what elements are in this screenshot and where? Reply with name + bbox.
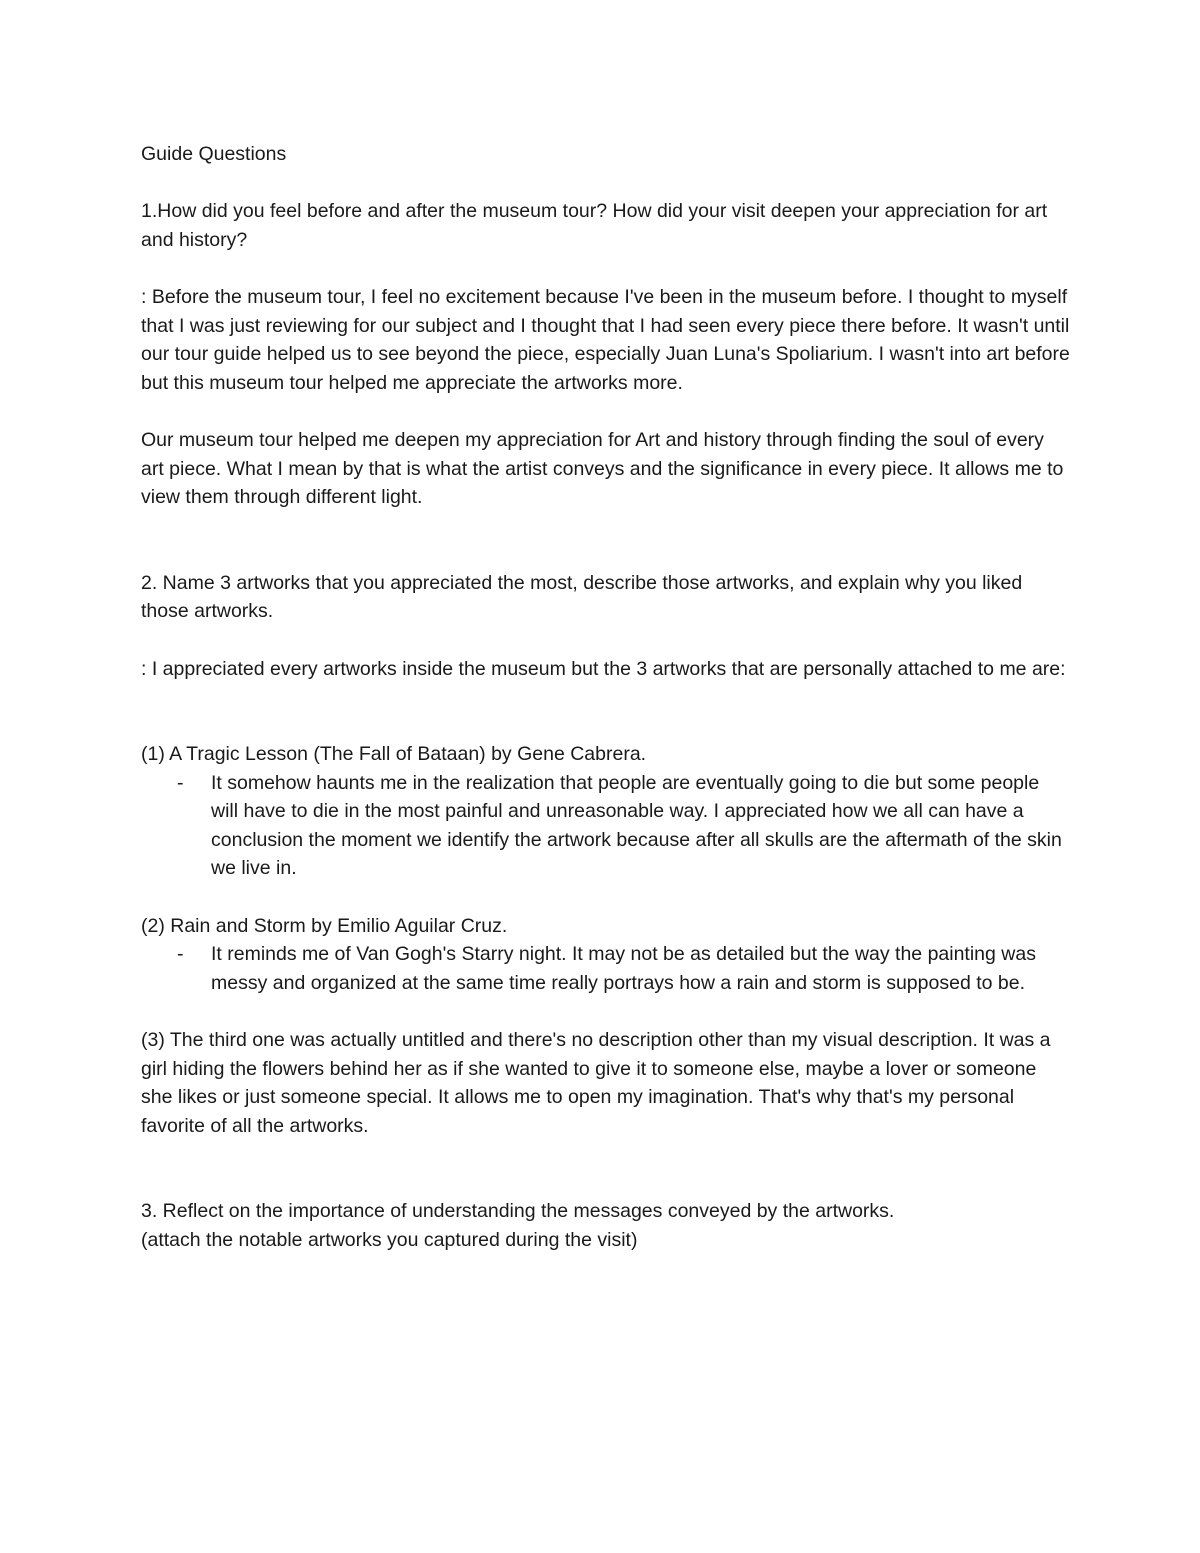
artwork-1-description: It somehow haunts me in the realization that people are eventually going to die but some people will have to die in the most painful and unreasonable way. I appreciated how we all can have a conclusion the moment we identify the artwork because after all skulls are the aftermath of the skin we live in. xyxy=(211,771,1062,880)
bullet-dash: - xyxy=(177,771,184,794)
question-3-note: (attach the notable artworks you captured during the visit) xyxy=(141,1229,638,1251)
artwork-1-bullet xyxy=(141,769,1071,883)
document-title: Guide Questions xyxy=(141,143,287,165)
artwork-2-heading: (2) Rain and Storm by Emilio Aguilar Cruz. xyxy=(141,914,508,937)
artwork-1-heading: (1) A Tragic Lesson (The Fall of Bataan) by Gene Cabrera. xyxy=(141,743,647,766)
artwork-2-bullet xyxy=(141,940,1071,997)
question-2: 2. Name 3 artworks that you appreciated the most, describe those artworks, and explain why you liked those artworks. xyxy=(141,571,1023,623)
answer-1-paragraph-2: Our museum tour helped me deepen my appreciation for Art and history through finding the soul of every art piece. What I mean by that is what the artist conveys and the significance in every piece. It allows me to view them through different light. xyxy=(141,428,1064,509)
artwork-3-paragraph: (3) The third one was actually untitled and there's no description other than my visual description. It was a girl hiding the flowers behind her as if she wanted to give it to someone else, maybe a lover or someone she likes or just someone special. It allows me to open my imagination. That's why that's my personal favorite of all the artworks. xyxy=(141,1029,1051,1137)
question-3: 3. Reflect on the importance of understanding the messages conveyed by the artworks. xyxy=(141,1200,895,1223)
question-1: 1.How did you feel before and after the museum tour? How did your visit deepen your appreciation for art and history? xyxy=(141,200,1048,251)
bullet-dash: - xyxy=(177,943,184,966)
document-page xyxy=(141,140,1071,1255)
artwork-2-description: It reminds me of Van Gogh's Starry night. It may not be as detailed but the way the painting was messy and organized at the same time really portrays how a rain and storm is supposed to be. xyxy=(211,943,1036,994)
answer-1-paragraph-1: : Before the museum tour, I feel no excitement because I've been in the museum before. I thought to myself that I was just reviewing for our subject and I thought that I had seen every piece there before. It wasn't until our tour guide helped us to see beyond the piece, especially Juan Luna's Spoliarium. I wasn't into art before but this museum tour helped me appreciate the artworks more. xyxy=(141,285,1070,394)
answer-2-intro: : I appreciated every artworks inside the museum but the 3 artworks that are personally attached to me are: xyxy=(141,657,1066,680)
